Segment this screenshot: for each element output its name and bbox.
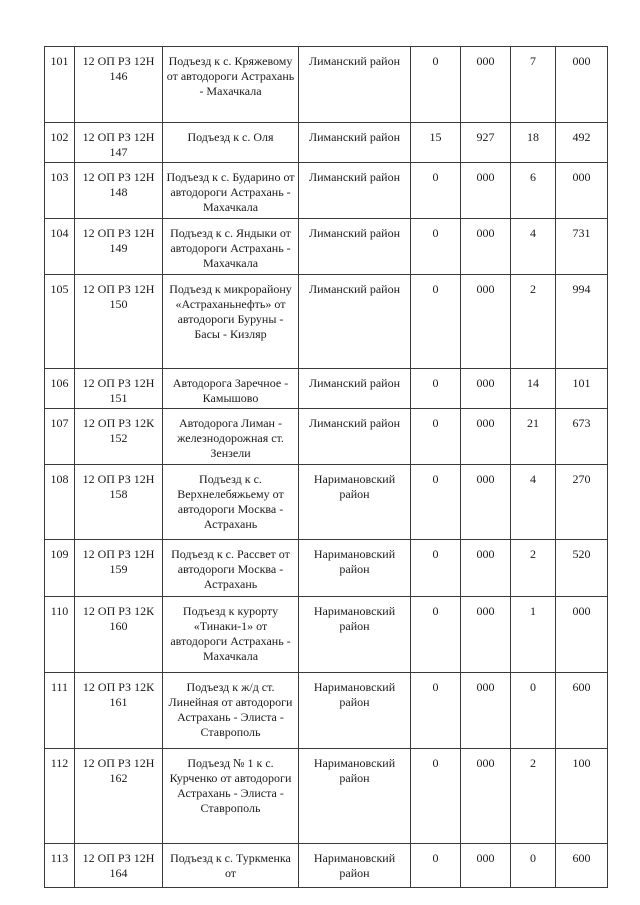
end-km: 7 — [511, 47, 556, 123]
district-name: Наримановский район — [299, 673, 411, 749]
road-name: Подъезд № 1 к с. Курченко от автодороги Астрахань - Элиста - Ставрополь — [163, 749, 299, 844]
row-number: 103 — [45, 163, 75, 219]
road-name: Подъезд к с. Туркменка от — [163, 844, 299, 888]
district-name: Наримановский район — [299, 465, 411, 540]
district-name: Лиманский район — [299, 409, 411, 465]
row-number: 112 — [45, 749, 75, 844]
road-code: 12 ОП РЗ 12Н 159 — [75, 540, 163, 597]
table-row — [45, 47, 608, 123]
table-row — [45, 749, 608, 844]
start-km: 0 — [411, 673, 461, 749]
row-number: 113 — [45, 844, 75, 888]
table-row — [45, 123, 608, 163]
road-code: 12 ОП РЗ 12Н 164 — [75, 844, 163, 888]
end-m: 270 — [556, 465, 608, 540]
table-row — [45, 673, 608, 749]
district-name: Лиманский район — [299, 369, 411, 409]
start-km: 0 — [411, 465, 461, 540]
start-m: 000 — [461, 673, 511, 749]
end-km: 6 — [511, 163, 556, 219]
table-row — [45, 369, 608, 409]
end-m: 994 — [556, 275, 608, 369]
end-m: 673 — [556, 409, 608, 465]
start-km: 0 — [411, 597, 461, 673]
start-m: 000 — [461, 369, 511, 409]
roads-table — [44, 46, 608, 888]
start-m: 000 — [461, 163, 511, 219]
road-name: Подъезд к с. Верхнелебяжьему от автодороги Москва - Астрахань — [163, 465, 299, 540]
start-km: 0 — [411, 540, 461, 597]
row-number: 105 — [45, 275, 75, 369]
row-number: 110 — [45, 597, 75, 673]
table-row — [45, 163, 608, 219]
end-m: 492 — [556, 123, 608, 163]
end-km: 2 — [511, 749, 556, 844]
road-name: Автодорога Заречное - Камышово — [163, 369, 299, 409]
start-m: 000 — [461, 219, 511, 275]
district-name: Лиманский район — [299, 123, 411, 163]
row-number: 107 — [45, 409, 75, 465]
district-name: Лиманский район — [299, 163, 411, 219]
district-name: Наримановский район — [299, 749, 411, 844]
start-km: 0 — [411, 844, 461, 888]
road-code: 12 ОП РЗ 12Н 147 — [75, 123, 163, 163]
table-row — [45, 597, 608, 673]
end-km: 4 — [511, 465, 556, 540]
road-code: 12 ОП РЗ 12К 161 — [75, 673, 163, 749]
start-m: 000 — [461, 409, 511, 465]
road-code: 12 ОП РЗ 12Н 151 — [75, 369, 163, 409]
road-name: Автодорога Лиман - железнодорожная ст. Зензели — [163, 409, 299, 465]
table-row — [45, 219, 608, 275]
start-m: 000 — [461, 749, 511, 844]
end-km: 2 — [511, 540, 556, 597]
row-number: 101 — [45, 47, 75, 123]
start-km: 15 — [411, 123, 461, 163]
road-code: 12 ОП РЗ 12Н 162 — [75, 749, 163, 844]
end-km: 21 — [511, 409, 556, 465]
road-code: 12 ОП РЗ 12Н 148 — [75, 163, 163, 219]
table-row — [45, 465, 608, 540]
start-m: 000 — [461, 844, 511, 888]
start-km: 0 — [411, 47, 461, 123]
end-km: 1 — [511, 597, 556, 673]
table-body — [45, 47, 608, 888]
end-m: 600 — [556, 844, 608, 888]
start-m: 000 — [461, 540, 511, 597]
start-m: 000 — [461, 275, 511, 369]
district-name: Наримановский район — [299, 844, 411, 888]
end-m: 731 — [556, 219, 608, 275]
row-number: 108 — [45, 465, 75, 540]
start-m: 000 — [461, 47, 511, 123]
road-name: Подъезд к с. Бударино от автодороги Астрахань - Махачкала — [163, 163, 299, 219]
road-name: Подъезд к с. Оля — [163, 123, 299, 163]
end-m: 101 — [556, 369, 608, 409]
district-name: Наримановский район — [299, 597, 411, 673]
end-km: 0 — [511, 844, 556, 888]
road-name: Подъезд к с. Кряжевому от автодороги Астрахань - Махачкала — [163, 47, 299, 123]
start-m: 000 — [461, 465, 511, 540]
district-name: Лиманский район — [299, 219, 411, 275]
end-km: 2 — [511, 275, 556, 369]
road-name: Подъезд к с. Рассвет от автодороги Москва - Астрахань — [163, 540, 299, 597]
road-name: Подъезд к с. Яндыки от автодороги Астрахань - Махачкала — [163, 219, 299, 275]
start-km: 0 — [411, 219, 461, 275]
table-row — [45, 540, 608, 597]
end-km: 0 — [511, 673, 556, 749]
table-row — [45, 844, 608, 888]
start-km: 0 — [411, 163, 461, 219]
end-km: 18 — [511, 123, 556, 163]
district-name: Лиманский район — [299, 275, 411, 369]
row-number: 106 — [45, 369, 75, 409]
start-km: 0 — [411, 275, 461, 369]
start-km: 0 — [411, 749, 461, 844]
row-number: 111 — [45, 673, 75, 749]
start-m: 000 — [461, 597, 511, 673]
road-name: Подъезд к курорту «Тинаки-1» от автодороги Астрахань - Махачкала — [163, 597, 299, 673]
district-name: Наримановский район — [299, 540, 411, 597]
road-code: 12 ОП РЗ 12Н 146 — [75, 47, 163, 123]
table-row — [45, 275, 608, 369]
road-code: 12 ОП РЗ 12К 160 — [75, 597, 163, 673]
end-m: 600 — [556, 673, 608, 749]
road-code: 12 ОП РЗ 12Н 149 — [75, 219, 163, 275]
start-km: 0 — [411, 369, 461, 409]
end-km: 4 — [511, 219, 556, 275]
row-number: 104 — [45, 219, 75, 275]
road-code: 12 ОП РЗ 12К 152 — [75, 409, 163, 465]
road-name: Подъезд к микрорайону «Астраханьнефть» от автодороги Буруны - Басы - Кизляр — [163, 275, 299, 369]
road-code: 12 ОП РЗ 12Н 150 — [75, 275, 163, 369]
end-km: 14 — [511, 369, 556, 409]
table-row — [45, 409, 608, 465]
end-m: 000 — [556, 163, 608, 219]
district-name: Лиманский район — [299, 47, 411, 123]
start-m: 927 — [461, 123, 511, 163]
end-m: 000 — [556, 597, 608, 673]
road-code: 12 ОП РЗ 12Н 158 — [75, 465, 163, 540]
end-m: 000 — [556, 47, 608, 123]
row-number: 102 — [45, 123, 75, 163]
end-m: 100 — [556, 749, 608, 844]
start-km: 0 — [411, 409, 461, 465]
end-m: 520 — [556, 540, 608, 597]
row-number: 109 — [45, 540, 75, 597]
road-name: Подъезд к ж/д ст. Линейная от автодороги Астрахань - Элиста - Ставрополь — [163, 673, 299, 749]
